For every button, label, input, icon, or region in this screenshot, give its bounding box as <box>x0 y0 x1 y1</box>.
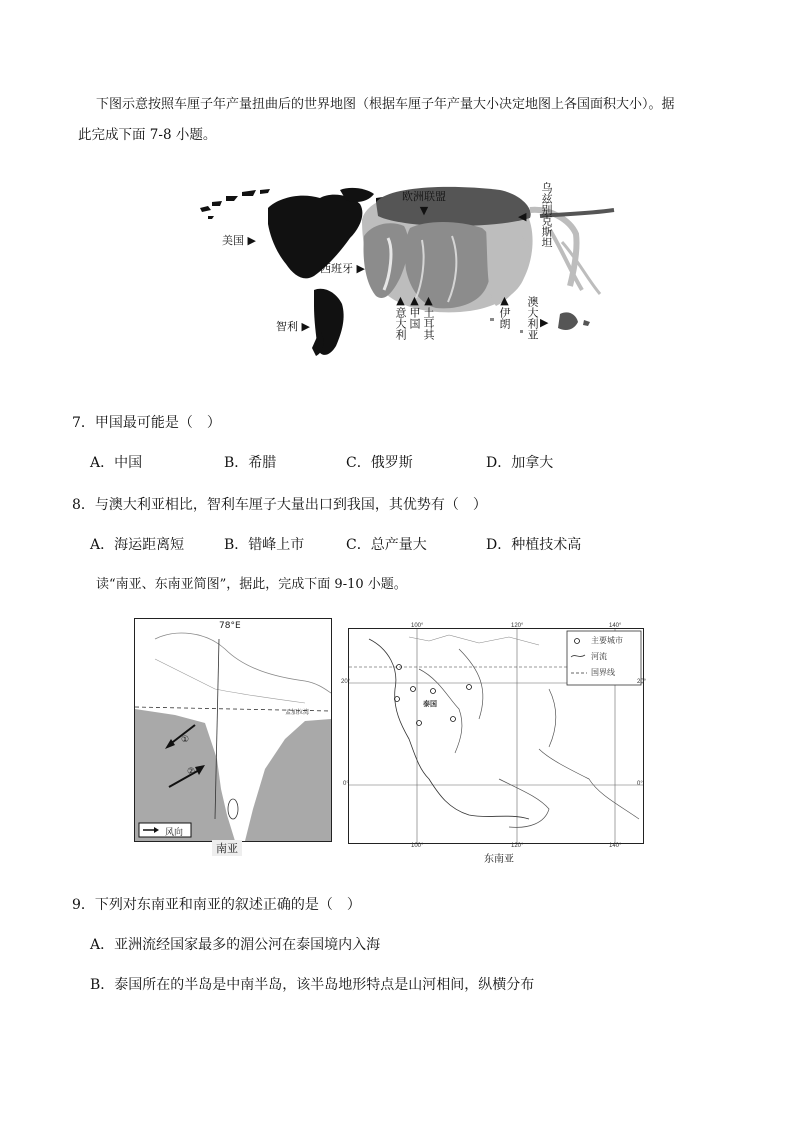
question-7: 7．甲国最可能是（ ） <box>72 415 221 431</box>
label-eu: 欧洲联盟 ▼ <box>402 190 446 217</box>
q8-option-d[interactable]: D．种植技术高 <box>486 537 582 553</box>
intro-paragraph <box>78 94 736 146</box>
tick-top-120: 120° <box>511 623 524 629</box>
legend-border: 国界线 <box>591 668 615 677</box>
label-italy: ▲意大利 <box>394 294 407 340</box>
label-uzbekistan: 乌兹别克斯坦 <box>540 182 553 248</box>
tick-top-140: 140° <box>609 623 622 629</box>
south-asia-map <box>134 618 332 842</box>
lat-left-0: 0° <box>343 781 349 787</box>
cartogram-map <box>190 180 620 360</box>
se-asia-map <box>341 623 647 849</box>
lat-right-20: 20° <box>637 679 647 685</box>
meridian-label: 78°E <box>219 621 241 631</box>
q8-option-a[interactable]: A．海运距离短 <box>90 537 185 553</box>
label-australia-arrow: ▶ <box>540 316 549 329</box>
legend-river: 河流 <box>591 652 607 661</box>
q7-option-a[interactable]: A．中国 <box>90 455 143 471</box>
wind-legend-label: 风向 <box>165 828 184 838</box>
label-iran: ▲伊朗 <box>498 294 511 329</box>
q9-option-b[interactable]: B．泰国所在的半岛是中南半岛，该半岛地形特点是山河相间，纵横分布 <box>90 977 535 993</box>
q8-option-c[interactable]: C．总产量大 <box>346 537 427 553</box>
label-spain: 西班牙 ▶ <box>320 262 365 275</box>
south-asia-caption: 南亚 <box>212 840 242 856</box>
tick-top-100: 100° <box>411 623 424 629</box>
question-8: 8．与澳大利亚相比，智利车厘子大量出口到我国，其优势有（ ） <box>72 497 487 513</box>
intro-2: 读“南亚、东南亚简图”，据此，完成下面 9-10 小题。 <box>96 577 407 592</box>
marker-1: ① <box>181 735 190 745</box>
label-chile: 智利 ▶ <box>276 320 310 333</box>
thailand-label: 泰国 <box>423 701 437 708</box>
tick-bottom-140: 140° <box>609 843 622 849</box>
lat-left-20: 20° <box>341 679 351 685</box>
question-9: 9．下列对东南亚和南亚的叙述正确的是（ ） <box>72 897 361 913</box>
tick-bottom-100: 100° <box>411 843 424 849</box>
q7-option-b[interactable]: B．希腊 <box>224 455 277 471</box>
q8-option-b[interactable]: B．错峰上市 <box>224 537 305 553</box>
lat-right-0: 0° <box>637 781 643 787</box>
bay-label: 孟加拉湾 <box>285 710 310 716</box>
label-usa: 美国 ▶ <box>222 234 256 247</box>
q7-option-d[interactable]: D．加拿大 <box>486 455 554 471</box>
se-asia-caption: 东南亚 <box>484 854 514 865</box>
south-asia-svg <box>135 619 331 841</box>
marker-2: ② <box>187 767 196 777</box>
label-uzbekistan-arrow: ◀ <box>518 210 527 223</box>
label-australia: 澳大利亚 <box>526 296 539 340</box>
legend-city: 主要城市 <box>591 636 623 645</box>
q7-option-c[interactable]: C．俄罗斯 <box>346 455 413 471</box>
label-jia: ▲甲国 <box>408 294 421 329</box>
tick-bottom-120: 120° <box>511 843 524 849</box>
label-turkey: ▲土耳其 <box>422 294 435 340</box>
q9-option-a[interactable]: A．亚洲流经国家最多的湄公河在泰国境内入海 <box>90 937 381 953</box>
intro-line-2: 此完成下面 7-8 小题。 <box>78 127 217 143</box>
intro-line-1: 下图示意按照车厘子年产量扭曲后的世界地图（根据车厘子年产量大小决定地图上各国面积大小）。据 <box>96 97 675 112</box>
